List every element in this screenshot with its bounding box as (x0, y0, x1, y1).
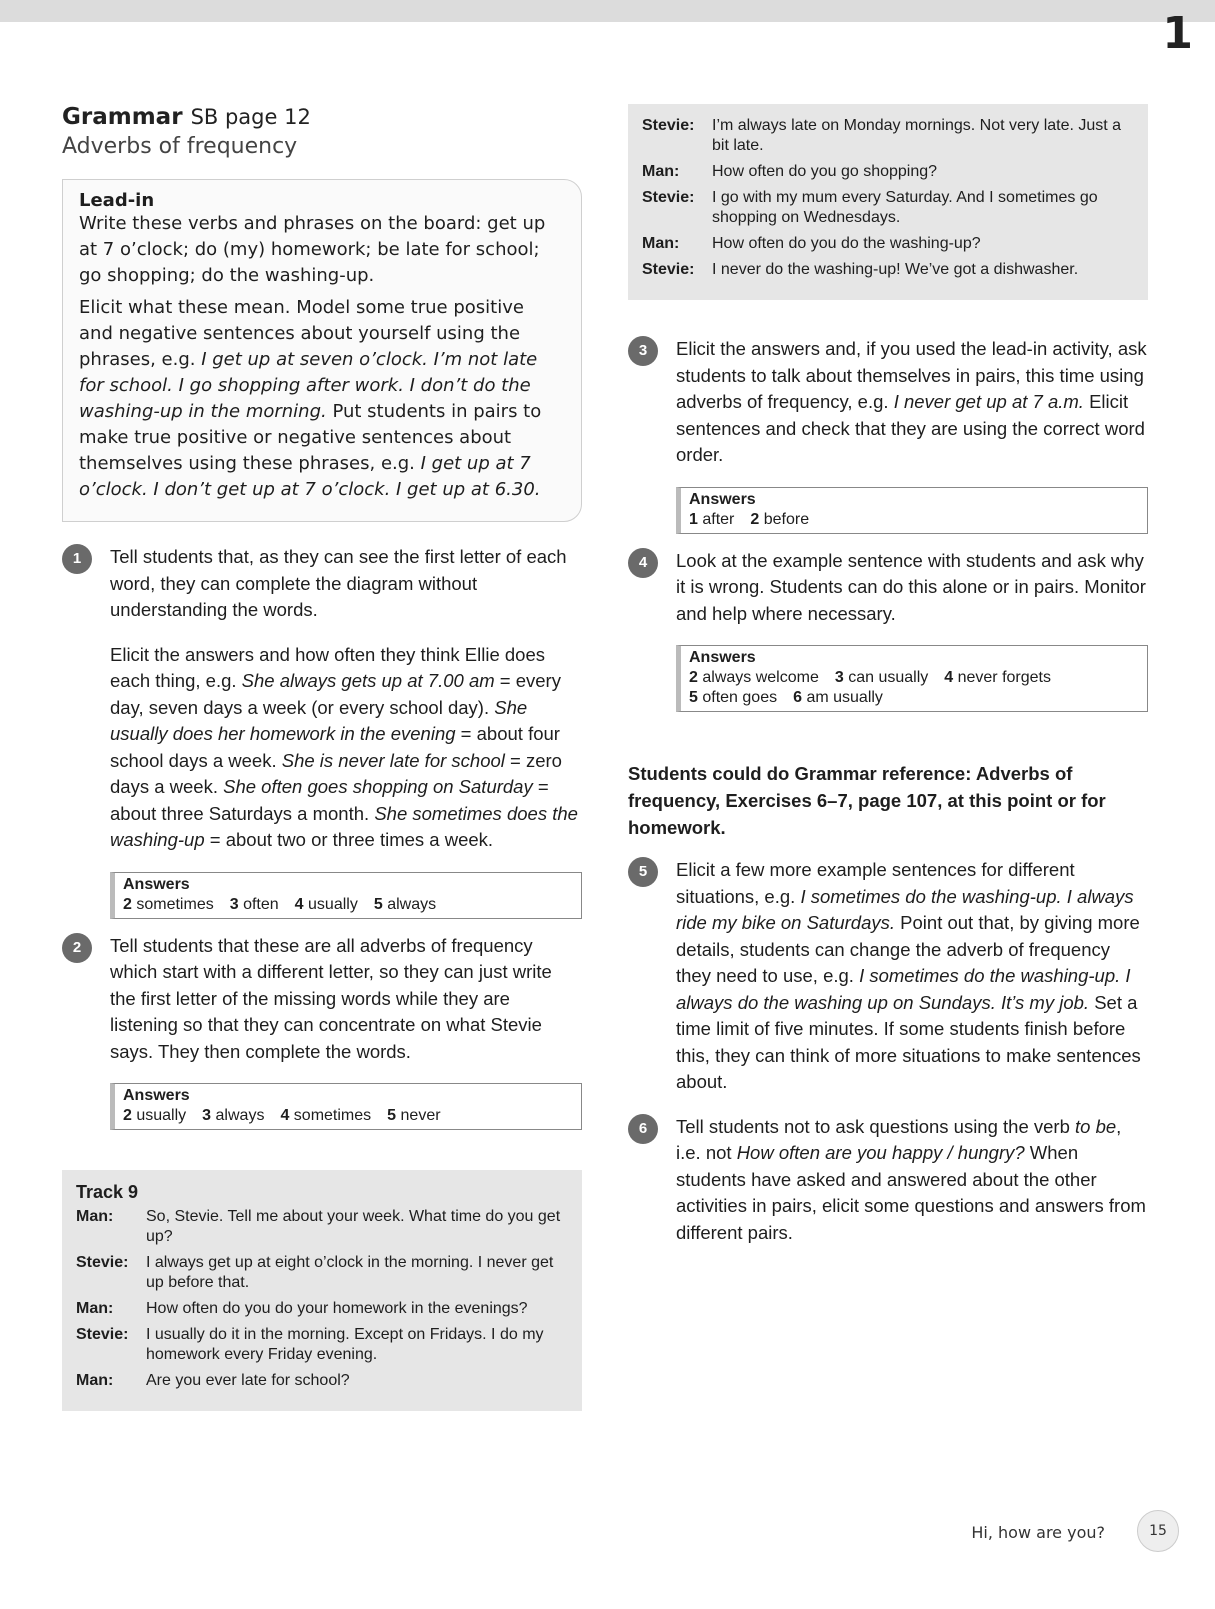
section-subtitle: Adverbs of frequency (62, 134, 298, 159)
transcript-line: Stevie: I go with my mum every Saturday. And I sometimes go shopping on Wednesdays. (642, 189, 1098, 226)
lead-in-title: Lead-in (79, 190, 155, 211)
lead-in-box (62, 179, 582, 522)
answers-list: 2 sometimes 3 often 4 usually 5 always (123, 895, 437, 913)
step-1-p1: Tell students that, as they can see the first letter of each word, they can complete the diagram without understanding the words. (110, 546, 567, 620)
step-2 (62, 933, 582, 1131)
answers-row: 5 often goes 6 am usually (689, 689, 883, 706)
step-4-p1: Look at the example sentence with students and ask why it is wrong. Students can do this alone or in pairs. Monitor and help where necessary. (676, 549, 1146, 624)
step-1 (62, 544, 582, 919)
track-transcript-part2 (628, 104, 1148, 300)
step-6 (628, 1114, 1148, 1247)
transcript-line: Man: How often do you do your homework in the evenings? (76, 1300, 528, 1317)
answers-title: Answers (123, 875, 190, 893)
answers-row: 2 always welcome 3 can usually 4 never forgets (689, 669, 1051, 686)
answers-box (676, 487, 1148, 534)
answers-title: Answers (689, 490, 756, 508)
step-number-badge: 2 (62, 933, 92, 963)
unit-number: 1 (1162, 8, 1193, 59)
transcript-line: Man: Are you ever late for school? (76, 1372, 350, 1389)
lead-in-p2: Elicit what these mean. Model some true positive and negative sentences about yourself using the phrases, e.g. I get up at seven o’clock. I’m not late for school. I go shopping after work. I don’t do the washing-up in the morning. Put students in pairs to make true positive or negative sentences about themselves using these phrases, e.g. I get up at 7 o’clock. I don’t get up at 7 o’clock. I get up at 6.30. (79, 297, 542, 500)
transcript-line: Man: How often do you do the washing-up? (642, 235, 981, 252)
step-5 (628, 857, 1148, 1096)
page-number: 15 (1137, 1510, 1179, 1552)
section-heading (62, 104, 582, 130)
step-2-p1: Tell students that these are all adverbs of frequency which start with a different letter, so they can just write the first letter of the missing words while they are listening so that they can concentrate on what Stevie says. They then complete the words. (110, 934, 552, 1062)
step-5-p1: Elicit a few more example sentences for different situations, e.g. I sometimes do the washing-up. I always ride my bike on Saturdays. Point out that, by giving more details, students can change the adverb of frequency they need to use, e.g. I sometimes do the washing-up. I always do the washing up on Sundays. It’s my job. Set a time limit of five minutes. If some students finish before this, they can think of more situations to make sentences about. (676, 859, 1141, 1092)
answers-box (110, 872, 582, 919)
answers-list: 1 after 2 before (689, 510, 810, 528)
step-number-badge: 1 (62, 544, 92, 574)
heading-title: Grammar (62, 104, 183, 130)
answers-box (110, 1083, 582, 1130)
track-transcript-part1 (62, 1170, 582, 1411)
step-number-badge: 6 (628, 1114, 658, 1144)
answers-title: Answers (123, 1087, 190, 1104)
step-6-p1: Tell students not to ask questions using the verb to be, i.e. not How often are you happy / hungry? When students have asked and answered about the other activities in pairs, elicit some questions and answers from different pairs. (676, 1115, 1146, 1243)
transcript-line: Stevie: I never do the washing-up! We’ve got a dishwasher. (642, 261, 1079, 278)
step-number-badge: 3 (628, 336, 658, 366)
answers-title: Answers (689, 649, 756, 666)
lead-in-p1: Write these verbs and phrases on the board: get up at 7 o’clock; do (my) homework; be late for school; go shopping; do the washing-up. (79, 213, 546, 286)
answers-list: 2 usually 3 always 4 sometimes 5 never (123, 1107, 441, 1124)
step-3-p1: Elicit the answers and, if you used the lead-in activity, ask students to talk about themselves in pairs, this time using adverbs of frequency, e.g. I never get up at 7 a.m. Elicit sentences and check that they are using the correct word order. (676, 338, 1147, 465)
transcript-line: Stevie: I always get up at eight o’clock in the morning. I never get up before that. (76, 1254, 554, 1291)
step-number-badge: 5 (628, 857, 658, 887)
right-column (628, 104, 1148, 1264)
transcript-line: Man: How often do you go shopping? (642, 163, 938, 180)
step-3 (628, 336, 1148, 534)
grammar-reference-note: Students could do Grammar reference: Adverbs of frequency, Exercises 6–7, page 107, at this point or for homework. (628, 763, 1106, 838)
transcript-line: Man: So, Stevie. Tell me about your week. What time do you get up? (76, 1208, 561, 1245)
transcript-line: Stevie: I usually do it in the morning. Except on Fridays. I do my homework every Friday evening. (76, 1326, 544, 1363)
answers-box (676, 645, 1148, 712)
sb-reference: SB page 12 (190, 105, 311, 129)
top-band (0, 0, 1215, 22)
step-4 (628, 548, 1148, 713)
step-number-badge: 4 (628, 548, 658, 578)
left-column (62, 104, 582, 1411)
step-1-p2: Elicit the answers and how often they think Ellie does each thing, e.g. She always gets up at 7.00 am = every day, seven days a week (or every school day). She usually does her homework in the evening = about four school days a week. She is never late for school = zero days a week. She often goes shopping on Saturday = about three Saturdays a month. She sometimes does the washing-up = about two or three times a week. (110, 643, 578, 850)
track-title: Track 9 (76, 1182, 139, 1202)
transcript-line: Stevie: I’m always late on Monday mornings. Not very late. Just a bit late. (642, 117, 1122, 154)
footer-unit-title: Hi, how are you? (971, 1523, 1105, 1542)
